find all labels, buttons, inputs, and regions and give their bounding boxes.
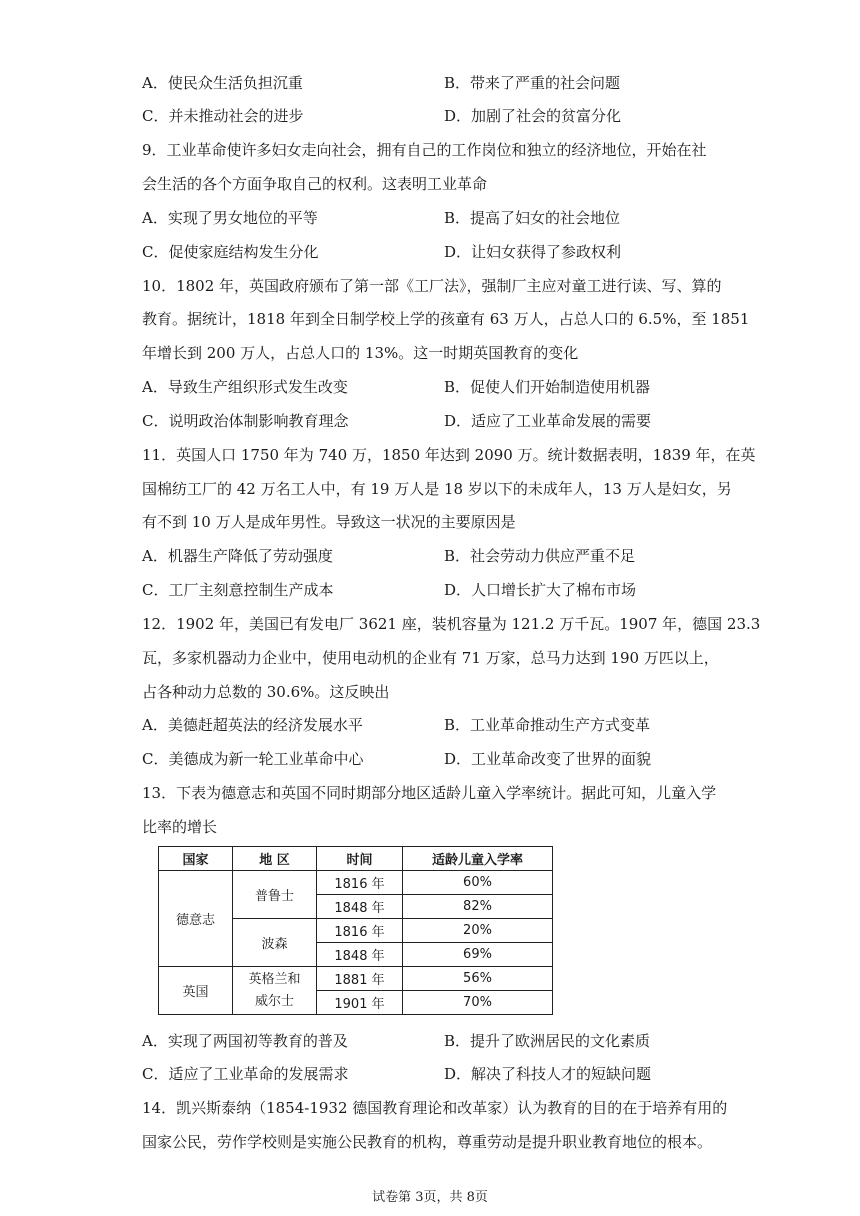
q13-stem-line-2: 比率的增长	[142, 818, 218, 836]
q12-stem-line-2: 瓦，多家机器动力企业中，使用电动机的企业有 71 万家，总马力达到 190 万匹以上，	[142, 649, 719, 667]
table-row	[159, 967, 553, 991]
q11-option-d: D．人口增长扩大了棉布市场	[444, 581, 637, 599]
q11-option-a: A．机器生产降低了劳动强度	[142, 547, 333, 565]
q10-option-c: C．说明政治体制影响教育理念	[142, 412, 349, 430]
cell-region: 普鲁士	[233, 871, 317, 919]
q8-option-b: B．带来了严重的社会问题	[444, 74, 621, 92]
q12-stem-line-1: 12．1902 年，美国已有发电厂 3621 座，装机容量为 121.2 万千瓦。1907 年，德国 23.3	[142, 615, 761, 633]
q9-stem-line-2: 会生活的各个方面争取自己的权利。这表明工业革命	[142, 175, 488, 193]
cell-year: 1901 年	[317, 991, 403, 1015]
q11-option-b: B．社会劳动力供应严重不足	[444, 547, 636, 565]
q12-option-b: B．工业革命推动生产方式变革	[444, 716, 651, 734]
cell-year: 1848 年	[317, 895, 403, 919]
q10-option-d: D．适应了工业革命发展的需要	[444, 412, 652, 430]
q10-stem-line-2: 教育。据统计，1818 年到全日制学校上学的孩童有 63 万人，占总人口的 6.5%，至 1851	[142, 310, 750, 328]
q10-option-a: A．导致生产组织形式发生改变	[142, 378, 348, 396]
q13-option-c: C．适应了工业革命的发展需求	[142, 1065, 349, 1083]
q9-option-b: B．提高了妇女的社会地位	[444, 209, 621, 227]
cell-country: 英国	[159, 967, 233, 1015]
enrollment-table	[158, 846, 553, 1015]
q10-option-b: B．促使人们开始制造使用机器	[444, 378, 651, 396]
q14-stem-line-1: 14．凯兴斯泰纳（1854-1932 德国教育理论和改革家）认为教育的目的在于培养有用的	[142, 1099, 728, 1117]
q12-stem-line-3: 占各种动力总数的 30.6%。这反映出	[142, 683, 390, 701]
header-time: 时间	[317, 847, 403, 871]
cell-rate: 69%	[403, 943, 553, 967]
cell-rate: 60%	[403, 871, 553, 895]
q8-option-d: D．加剧了社会的贫富分化	[444, 107, 622, 125]
q14-stem-line-2: 国家公民，劳作学校则是实施公民教育的机构，尊重劳动是提升职业教育地位的根本。	[142, 1133, 713, 1151]
header-enrollment-rate: 适龄儿童入学率	[403, 847, 553, 871]
cell-year: 1816 年	[317, 871, 403, 895]
q12-option-c: C．美德成为新一轮工业革命中心	[142, 750, 364, 768]
table-header-row	[159, 847, 553, 871]
q13-option-b: B．提升了欧洲居民的文化素质	[444, 1032, 651, 1050]
q13-stem-line-1: 13．下表为德意志和英国不同时期部分地区适龄儿童入学率统计。据此可知，儿童入学	[142, 784, 717, 802]
q11-stem-line-3: 有不到 10 万人是成年男性。导致这一状况的主要原因是	[142, 513, 516, 531]
q10-stem-line-3: 年增长到 200 万人，占总人口的 13%。这一时期英国教育的变化	[142, 344, 579, 362]
cell-rate: 82%	[403, 895, 553, 919]
q13-option-d: D．解决了科技人才的短缺问题	[444, 1065, 652, 1083]
cell-region-line-1: 英格兰和	[248, 971, 301, 987]
cell-country: 德意志	[159, 871, 233, 967]
q9-option-d: D．让妇女获得了参政权利	[444, 243, 622, 261]
cell-region-line-2: 威尔士	[254, 993, 294, 1009]
cell-rate: 20%	[403, 919, 553, 943]
page-footer: 试卷第 3页，共 8页	[372, 1190, 488, 1205]
q11-option-c: C．工厂主刻意控制生产成本	[142, 581, 334, 599]
cell-region	[233, 967, 317, 1015]
cell-year: 1881 年	[317, 967, 403, 991]
cell-year: 1816 年	[317, 919, 403, 943]
q9-option-c: C．促使家庭结构发生分化	[142, 243, 319, 261]
q11-stem-line-2: 国棉纺工厂的 42 万名工人中，有 19 万人是 18 岁以下的未成年人，13 万人是妇女，另	[142, 480, 732, 498]
header-region: 地 区	[233, 847, 317, 871]
q9-stem-line-1: 9．工业革命使许多妇女走向社会，拥有自己的工作岗位和独立的经济地位，开始在社	[142, 141, 707, 159]
q9-option-a: A．实现了男女地位的平等	[142, 209, 318, 227]
q12-option-d: D．工业革命改变了世界的面貌	[444, 750, 652, 768]
q8-option-c: C．并未推动社会的进步	[142, 107, 304, 125]
q8-option-a: A．使民众生活负担沉重	[142, 74, 303, 92]
cell-year: 1848 年	[317, 943, 403, 967]
cell-region: 波森	[233, 919, 317, 967]
q11-stem-line-1: 11．英国人口 1750 年为 740 万，1850 年达到 2090 万。统计数据表明，1839 年，在英	[142, 446, 756, 464]
table-row	[159, 871, 553, 895]
q10-stem-line-1: 10．1802 年，英国政府颁布了第一部《工厂法》，强制厂主应对童工进行读、写、算的	[142, 277, 722, 295]
q13-option-a: A．实现了两国初等教育的普及	[142, 1032, 348, 1050]
q12-option-a: A．美德赶超英法的经济发展水平	[142, 716, 363, 734]
header-country: 国家	[159, 847, 233, 871]
cell-rate: 70%	[403, 991, 553, 1015]
cell-rate: 56%	[403, 967, 553, 991]
